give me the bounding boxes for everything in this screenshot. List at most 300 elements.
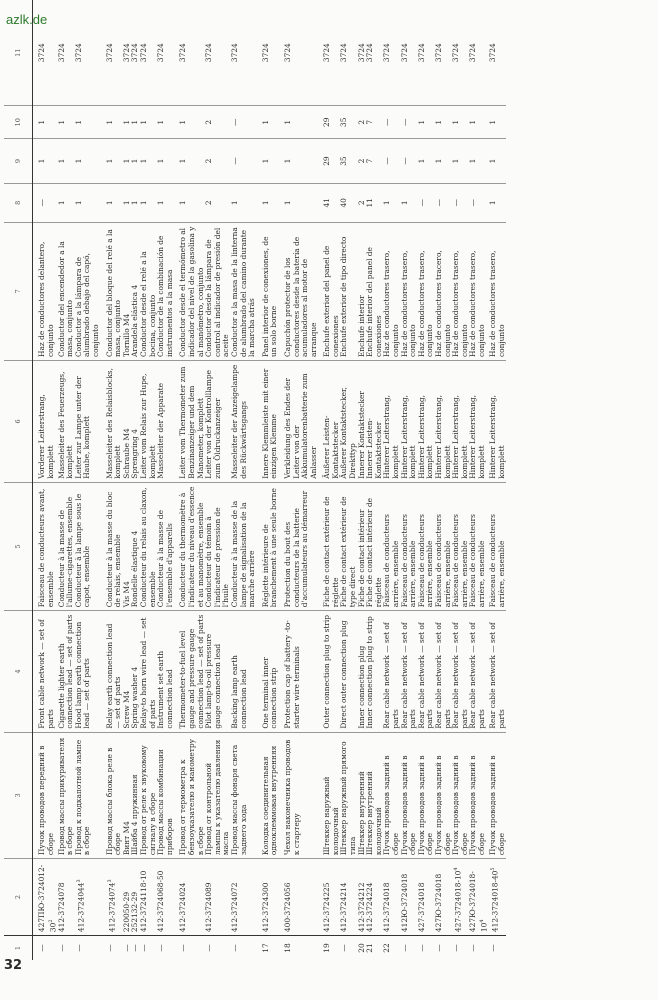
cell-c3 xyxy=(257,732,279,858)
cell-c2 xyxy=(469,859,489,936)
cell-c10 xyxy=(231,106,257,139)
cell-text: 29 xyxy=(322,117,332,127)
cell-text: Rear cable network — set of parts xyxy=(434,622,452,729)
cell-c8 xyxy=(383,183,400,222)
cell-text: Штеккер внутренний xyxy=(356,771,366,856)
cell-text: 412-3724224 xyxy=(365,882,375,933)
cell-text: — xyxy=(468,944,478,952)
cell-c2 xyxy=(257,859,279,936)
cell-text: 1 xyxy=(468,119,478,125)
cell-c11 xyxy=(101,0,123,106)
cell-text: Haz de conductores trасero, conjunto xyxy=(434,250,452,357)
cell-c3 xyxy=(33,732,58,858)
cell-c10 xyxy=(366,106,383,139)
cell-text: Hinterer Leiterstrang, komplett xyxy=(399,394,418,479)
cell-c9 xyxy=(383,139,400,184)
cell-text: 400-3724056 xyxy=(282,882,292,933)
cell-text: 412-3724089 xyxy=(204,882,214,933)
cell-c8 xyxy=(401,183,418,222)
cell-c7 xyxy=(75,222,101,360)
cell-c4 xyxy=(279,611,318,732)
cell-text: Faisceau de conducteurs arrière, ensemble xyxy=(382,514,401,608)
cell-text: — xyxy=(468,199,478,207)
cell-text: Rear cable network — set of parts xyxy=(382,622,401,729)
cell-c8 xyxy=(452,183,469,222)
cell-text: 412-3724068-50 xyxy=(156,870,166,933)
cell-text: — xyxy=(121,944,131,952)
cell-c6 xyxy=(101,360,123,482)
table-row xyxy=(174,0,205,960)
cell-text: Inner connection plug xyxy=(356,645,366,729)
cell-text: 3724 xyxy=(399,43,409,63)
cell-text: Колодка соединительная одноклеммовая внутренняя xyxy=(260,745,279,856)
cell-text: Pilot lamp-to-oil pressure gauge connection lead xyxy=(204,633,222,729)
cell-text: 3724 xyxy=(130,43,140,63)
cell-text: — xyxy=(104,944,114,952)
column-header: 11 xyxy=(4,0,33,106)
cell-text: 412-3724072 xyxy=(229,882,239,933)
cell-c9 xyxy=(401,139,418,184)
cell-c11 xyxy=(257,0,279,106)
cell-c3 xyxy=(366,732,383,858)
cell-text: Direct outer connection plug xyxy=(339,620,349,729)
cell-text: 1 xyxy=(139,158,148,164)
cell-c5 xyxy=(366,482,383,610)
cell-text: Hinterer Leiterstrang, komplett xyxy=(416,394,435,479)
cell-c2 xyxy=(418,859,435,936)
cell-c11 xyxy=(340,0,357,106)
cell-c7 xyxy=(174,222,205,360)
cell-text: Conductor desde el termómetro al indicador del nivel de la gasolina y al manómetro, conjunto xyxy=(178,226,205,357)
cell-text: Провод от термометра к бензоуказателю и манометру в сборе xyxy=(178,739,205,856)
cell-text: 412-3724044 xyxy=(76,882,86,933)
cell-text: 19 xyxy=(322,943,332,953)
cell-text: Masseleiter der Apparate xyxy=(156,382,166,479)
table-body xyxy=(33,0,507,960)
cell-text: Haz de conductores trasero, conjunto xyxy=(416,250,435,357)
cell-c5 xyxy=(231,482,257,610)
column-header: 5 xyxy=(4,482,33,610)
cell-c1 xyxy=(340,936,357,960)
cell-c1 xyxy=(279,936,318,960)
cell-text: 29 xyxy=(322,156,332,166)
cell-text: 2 xyxy=(356,200,366,206)
cell-c8 xyxy=(174,183,205,222)
cell-c2 xyxy=(33,859,58,936)
cell-text: Пучок проводов задний в сборе xyxy=(416,755,435,856)
cell-text: Пучок проводов задний в сборе xyxy=(468,755,486,856)
table-row xyxy=(452,0,469,960)
cell-text: 3724 xyxy=(229,43,239,63)
cell-text: Haz de conductores trasero, conjunto xyxy=(382,250,401,357)
cell-text: 35 xyxy=(339,117,349,127)
cell-text: 1 xyxy=(56,158,66,164)
cell-text: 3724 xyxy=(451,43,461,63)
cell-text: 3724 xyxy=(365,43,375,63)
cell-c5 xyxy=(205,482,231,610)
table-row xyxy=(101,0,123,960)
cell-c5 xyxy=(418,482,435,610)
cell-c6 xyxy=(452,360,469,482)
cell-text: 1 xyxy=(104,119,114,125)
cell-text: Faisceau de conducteurs arrière, ensemble xyxy=(416,514,435,608)
cell-c10 xyxy=(75,106,101,139)
cell-text: Front cable network — set of parts xyxy=(37,619,55,729)
cell-c2 xyxy=(318,859,340,936)
cell-text: Conductor del encendedor a la masa, conjunto xyxy=(56,241,75,357)
cell-text: 1 xyxy=(282,119,292,125)
cell-c5 xyxy=(469,482,489,610)
footnote-mark: 2 xyxy=(47,919,54,923)
cell-text: Backing lamp earth connection lead xyxy=(229,655,248,729)
cell-c7 xyxy=(101,222,123,360)
cell-c5 xyxy=(435,482,452,610)
cell-c4 xyxy=(58,611,75,732)
cell-text: Schraube M4 xyxy=(121,428,131,479)
cell-text: 41 xyxy=(322,198,332,208)
cell-text: Conducteur à la lampe sous le capot, ensemble xyxy=(73,493,92,608)
cell-text: Провод к подкапотной лампе в сборе xyxy=(73,739,92,856)
cell-c11 xyxy=(418,0,435,106)
cell-c6 xyxy=(418,360,435,482)
cell-text: Hood lamp earth connection lead — set of parts xyxy=(73,621,92,729)
cell-text: — xyxy=(73,944,83,952)
cell-c6 xyxy=(257,360,279,482)
cell-c2 xyxy=(401,859,418,936)
cell-c10 xyxy=(140,106,157,139)
cell-text: Enchufe exterior de tipo directo xyxy=(339,236,349,357)
cell-text: Leiter vom Thermometer zum Benzinanzeiger und dem Manometer, komplett xyxy=(178,366,205,479)
cell-c9 xyxy=(452,139,469,184)
cell-text: Пучок проводов задний в сборе xyxy=(434,755,452,856)
cell-text: 2 xyxy=(204,119,214,125)
cell-c2 xyxy=(452,859,469,936)
cell-text: 412-3724018 xyxy=(382,882,392,933)
cell-text: — xyxy=(37,199,46,207)
cell-text: 18 xyxy=(282,943,292,953)
cell-text: — xyxy=(434,199,443,207)
cell-text: 3724 xyxy=(468,43,478,63)
cell-text: — xyxy=(229,944,239,952)
cell-text: Hinterer Leiterstrang, komplett xyxy=(382,394,401,479)
cell-text: 412-3724074 xyxy=(107,882,117,933)
cell-text: Conducteur à la masse de l'ensemble d'apparells xyxy=(156,510,174,608)
cell-text: Leiter zur Lampe unter der Haube, komplett xyxy=(73,376,92,479)
cell-text: Innere Klemmleiste mit einer einzigen Klemme xyxy=(260,368,279,479)
cell-c7 xyxy=(435,222,452,360)
cell-c3 xyxy=(383,732,400,858)
cell-c8 xyxy=(157,183,174,222)
cell-c9 xyxy=(489,139,506,184)
cell-text: — xyxy=(37,944,46,952)
cell-c2 xyxy=(140,859,157,936)
cell-c10 xyxy=(469,106,489,139)
cell-text: 3724 xyxy=(121,43,131,63)
column-header: 7 xyxy=(4,222,33,360)
cell-text: Faisceau de conducteurs arrière, ensemble xyxy=(451,514,469,608)
table-row xyxy=(469,0,489,960)
cell-c5 xyxy=(174,482,205,610)
cell-c2 xyxy=(231,859,257,936)
cell-text: Rear cable network — set of parts xyxy=(451,622,469,729)
cell-text: 1 xyxy=(37,158,46,164)
cell-text: 3724 xyxy=(260,43,270,63)
cell-text: 3724 xyxy=(139,43,148,63)
cell-c6 xyxy=(231,360,257,482)
cell-c9 xyxy=(33,139,58,184)
cell-c8 xyxy=(231,183,257,222)
cell-text: 1 xyxy=(468,158,478,164)
cell-c10 xyxy=(157,106,174,139)
cell-text: — xyxy=(488,944,498,952)
cell-text: Verkleidung des Endes der Leiter von der Akkumulatorenbatterie zum Anlasser xyxy=(282,373,318,479)
cell-c4 xyxy=(75,611,101,732)
cell-c7 xyxy=(140,222,157,360)
cell-c4 xyxy=(340,611,357,732)
cell-c10 xyxy=(101,106,123,139)
cell-c4 xyxy=(469,611,489,732)
cell-c10 xyxy=(58,106,75,139)
cell-c5 xyxy=(401,482,418,610)
cell-c5 xyxy=(75,482,101,610)
cell-c9 xyxy=(366,139,383,184)
cell-text: 3724 xyxy=(73,43,83,63)
cell-text: Faisceau de conducteurs avant, ensemble xyxy=(37,488,55,608)
cell-c10 xyxy=(205,106,231,139)
cell-c5 xyxy=(318,482,340,610)
cell-text: Enchufe interior del panel de conexiones xyxy=(365,247,383,357)
cell-c7 xyxy=(205,222,231,360)
cell-c2 xyxy=(366,859,383,936)
cell-text: 3724 xyxy=(356,43,366,63)
cell-text: 1 xyxy=(260,200,270,206)
cell-c7 xyxy=(318,222,340,360)
cell-c6 xyxy=(489,360,506,482)
cell-text: 1 xyxy=(104,158,114,164)
cell-c11 xyxy=(205,0,231,106)
cell-c10 xyxy=(318,106,340,139)
cell-text: Чехол наконечника проводов к стартеру xyxy=(282,739,301,856)
cell-c4 xyxy=(418,611,435,732)
cell-text: 2 xyxy=(204,200,214,206)
cell-c3 xyxy=(435,732,452,858)
cell-text: Cigarette lighter earth connection lead — set of parts xyxy=(56,614,75,729)
cell-c9 xyxy=(279,139,318,184)
cell-text: — xyxy=(229,118,239,126)
cell-text: Conductor del bloque del relé a la masa, conjunto xyxy=(104,229,123,357)
cell-text: Relay-to horn wire lead — set of parts xyxy=(139,617,157,729)
cell-c9 xyxy=(231,139,257,184)
cell-text: Пучок проводов передний в сборе xyxy=(37,745,55,856)
cell-c6 xyxy=(383,360,400,482)
cell-text: Masseleiter des Feuerzeugs, komplett xyxy=(56,371,75,479)
cell-text: 17 xyxy=(260,943,270,953)
cell-text: — xyxy=(416,944,426,952)
cell-c1 xyxy=(140,936,157,960)
column-header: 2 xyxy=(4,859,33,936)
cell-c8 xyxy=(366,183,383,222)
cell-text: Rear cable network — set of parts xyxy=(416,622,435,729)
cell-c11 xyxy=(366,0,383,106)
cell-c8 xyxy=(418,183,435,222)
cell-text: 3724 xyxy=(282,43,292,63)
cell-c2 xyxy=(58,859,75,936)
cell-text: 1 xyxy=(156,119,166,125)
cell-c6 xyxy=(435,360,452,482)
table-row xyxy=(257,0,279,960)
cell-c5 xyxy=(279,482,318,610)
cell-text: Винт М4 xyxy=(121,821,131,856)
cell-text: 1 xyxy=(178,200,188,206)
cell-c1 xyxy=(231,936,257,960)
cell-text: — xyxy=(139,944,148,952)
footnote-mark: 4 xyxy=(453,867,460,871)
cell-c11 xyxy=(33,0,58,106)
cell-text: Spring washer 4 xyxy=(130,666,140,729)
cell-text: Haz de conductores delantero, conjunto xyxy=(37,241,55,357)
cell-text: Thermometer-to-fuel level gauge and pressure gauge connection lead — set of parts xyxy=(178,614,205,729)
table-row xyxy=(318,0,340,960)
cell-c7 xyxy=(383,222,400,360)
cell-text: — xyxy=(434,944,443,952)
cell-text: 1 xyxy=(56,119,66,125)
cell-text: 2 xyxy=(356,158,366,164)
cell-c5 xyxy=(489,482,506,610)
cell-c10 xyxy=(33,106,58,139)
cell-text: 1 xyxy=(282,200,292,206)
cell-text: Screw M4 xyxy=(121,690,131,729)
cell-text: 412-3724024 xyxy=(178,882,188,933)
cell-c4 xyxy=(33,611,58,732)
cell-c3 xyxy=(101,732,123,858)
cell-text: 3724 xyxy=(416,43,426,63)
table-row xyxy=(231,0,257,960)
cell-text: 3724 xyxy=(382,43,392,63)
column-header: 1 xyxy=(4,936,33,960)
cell-text: Conductor de la combinación de instrumentos a la masa xyxy=(156,235,174,357)
table-row xyxy=(401,0,418,960)
cell-c10 xyxy=(401,106,418,139)
cell-c9 xyxy=(157,139,174,184)
cell-c1 xyxy=(205,936,231,960)
cell-c4 xyxy=(435,611,452,732)
cell-c1 xyxy=(383,936,400,960)
cell-c9 xyxy=(418,139,435,184)
cell-text: 1 xyxy=(178,158,188,164)
cell-c4 xyxy=(452,611,469,732)
cell-c8 xyxy=(75,183,101,222)
footnote-mark: 4 xyxy=(478,919,485,923)
cell-text: 1 xyxy=(178,119,188,125)
cell-text: 1 xyxy=(73,119,83,125)
cell-c7 xyxy=(366,222,383,360)
cell-c4 xyxy=(257,611,279,732)
cell-c8 xyxy=(205,183,231,222)
cell-text: Haz de conductores trasero, conjunto xyxy=(488,250,506,357)
cell-c1 xyxy=(489,936,506,960)
cell-text: Äußerer Kontaktstecker, Direkttyp xyxy=(339,386,358,479)
cell-text: 1 xyxy=(260,158,270,164)
cell-c7 xyxy=(33,222,58,360)
cell-text: Штеккер наружный колодочный xyxy=(322,776,340,856)
cell-c4 xyxy=(205,611,231,732)
cell-c1 xyxy=(33,936,58,960)
table-row xyxy=(340,0,357,960)
cell-text: 1 xyxy=(229,200,239,206)
column-header: 8 xyxy=(4,183,33,222)
cell-text: 412-3724225 xyxy=(322,882,332,933)
cell-text: 3724 xyxy=(434,43,443,63)
cell-text: Inner connection plug to strip xyxy=(365,616,375,729)
cell-text: Rear cable network — set of parts xyxy=(468,622,486,729)
cell-c6 xyxy=(401,360,418,482)
cell-c3 xyxy=(174,732,205,858)
cell-c8 xyxy=(489,183,506,222)
cell-c8 xyxy=(469,183,489,222)
cell-c2 xyxy=(75,859,101,936)
cell-text: 35 xyxy=(339,156,349,166)
cell-text: Haz de conductores trasero, conjunto xyxy=(451,250,469,357)
cell-c3 xyxy=(418,732,435,858)
cell-c11 xyxy=(140,0,157,106)
cell-text: Leiter von der Kontrolllampe zum Öldruckanzeiger xyxy=(204,370,222,479)
cell-c7 xyxy=(257,222,279,360)
cell-text: Rear cable network — set of parts xyxy=(399,622,418,729)
cell-text: Sprengring 4 xyxy=(130,429,140,479)
cell-text: Haz de conductores trasero, conjunto xyxy=(399,250,418,357)
cell-text: Conducteur du témoin à l'indicateur de pression de l'huile xyxy=(204,507,231,608)
cell-c11 xyxy=(489,0,506,106)
cell-text: 1 xyxy=(156,200,166,206)
cell-text: Réglette intérieure de branchement à une seule borne xyxy=(260,488,279,608)
cell-text: Шайба 4 пружинная xyxy=(130,774,140,856)
cell-text: 40 xyxy=(339,198,349,208)
cell-c1 xyxy=(318,936,340,960)
cell-text: 1 xyxy=(156,158,166,164)
cell-text: — xyxy=(382,118,392,126)
cell-text: 412-3724018-40 xyxy=(490,870,500,933)
cell-text: Relay earth connection lead — set of parts xyxy=(104,623,123,729)
column-header: 9 xyxy=(4,139,33,184)
cell-text: Faisceau de conducteurs arrière, ensemble xyxy=(488,514,506,608)
cell-c6 xyxy=(205,360,231,482)
cell-c4 xyxy=(489,611,506,732)
cell-c2 xyxy=(279,859,318,936)
cell-c8 xyxy=(318,183,340,222)
cell-c11 xyxy=(231,0,257,106)
cell-c4 xyxy=(366,611,383,732)
cell-text: 412-3724212 xyxy=(356,882,366,933)
cell-text: Outer connection plug to strip xyxy=(322,614,332,729)
page-number: 32 xyxy=(4,958,23,973)
cell-text: 1 xyxy=(488,158,498,164)
cell-text: 1 xyxy=(139,119,148,125)
cell-text: — xyxy=(204,944,214,952)
cell-text: 21 xyxy=(365,943,375,953)
cell-text: 20 xyxy=(356,943,366,953)
cell-text: 22 xyxy=(382,943,392,953)
cell-c9 xyxy=(174,139,205,184)
cell-c5 xyxy=(340,482,357,610)
cell-text: Пучок проводов задний в сборе xyxy=(382,755,401,856)
footnote-mark: 5 xyxy=(490,867,497,871)
cell-text: 1 xyxy=(121,158,131,164)
cell-c2 xyxy=(435,859,452,936)
cell-c4 xyxy=(318,611,340,732)
cell-text: Conducteur à la masse du bloc de relais, ensemble xyxy=(104,491,123,608)
cell-text: Conducteur à la masse de l'allume-cigarettes, ensemble xyxy=(56,496,75,608)
cell-text: Пучок проводов задний в сборе xyxy=(488,755,506,856)
